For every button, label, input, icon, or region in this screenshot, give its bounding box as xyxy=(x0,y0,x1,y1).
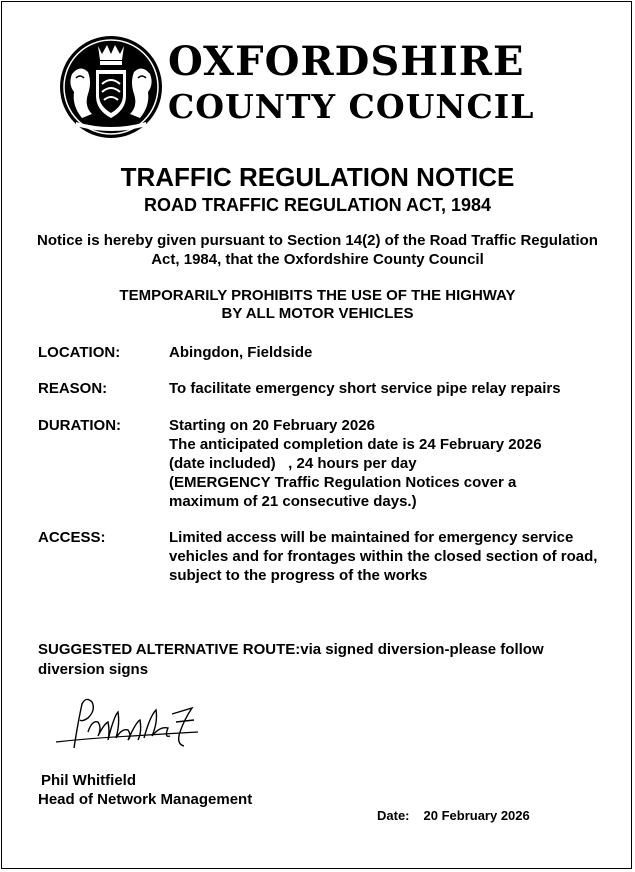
coat-of-arms-icon xyxy=(58,34,164,140)
alternative-route: SUGGESTED ALTERNATIVE ROUTE:via signed diversion-please follow diversion signs xyxy=(38,641,544,678)
council-name xyxy=(168,38,568,126)
access-label: ACCESS: xyxy=(38,529,106,546)
council-name-line2: COUNTY COUNCIL xyxy=(168,87,535,126)
date-label: Date: xyxy=(377,808,410,823)
duration-start: Starting on 20 February 2026 xyxy=(169,417,375,434)
duration-note: (EMERGENCY Traffic Regulation Notices cover a maximum of 21 consecutive days.) xyxy=(169,474,517,510)
location-label: LOCATION: xyxy=(38,344,121,361)
signatory-name: Phil Whitfield xyxy=(41,772,136,789)
prohibition-line1: TEMPORARILY PROHIBITS THE USE OF THE HIGHWAY xyxy=(119,287,516,304)
notice-title: TRAFFIC REGULATION NOTICE xyxy=(120,162,515,192)
act-subtitle: ROAD TRAFFIC REGULATION ACT, 1984 xyxy=(143,195,492,215)
access-value: Limited access will be maintained for emergency service vehicles and for frontages within the closed section of road, subject to the progress of the works xyxy=(169,529,598,584)
signature-image xyxy=(52,692,202,754)
duration-label: DURATION: xyxy=(38,417,122,434)
prohibition-line2: BY ALL MOTOR VEHICLES xyxy=(221,305,414,322)
notice-intro: Notice is hereby given pursuant to Section 14(2) of the Road Traffic Regulation Act, 1984, that the Oxfordshire County Council xyxy=(37,232,598,268)
date-value: 20 February 2026 xyxy=(423,808,530,823)
location-value: Abingdon, Fieldside xyxy=(169,344,313,361)
prohibition-statement xyxy=(0,287,635,323)
duration-hours: (date included) , 24 hours per day xyxy=(169,455,417,472)
council-name-line1: OXFORDSHIRE xyxy=(168,38,525,85)
signatory-block xyxy=(38,771,252,809)
duration-completion: The anticipated completion date is 24 February 2026 xyxy=(169,436,542,453)
duration-value xyxy=(169,416,609,511)
reason-label: REASON: xyxy=(38,380,108,397)
notice-date xyxy=(377,808,530,823)
reason-value: To facilitate emergency short service pipe relay repairs xyxy=(169,380,561,397)
signatory-role: Head of Network Management xyxy=(38,791,253,808)
